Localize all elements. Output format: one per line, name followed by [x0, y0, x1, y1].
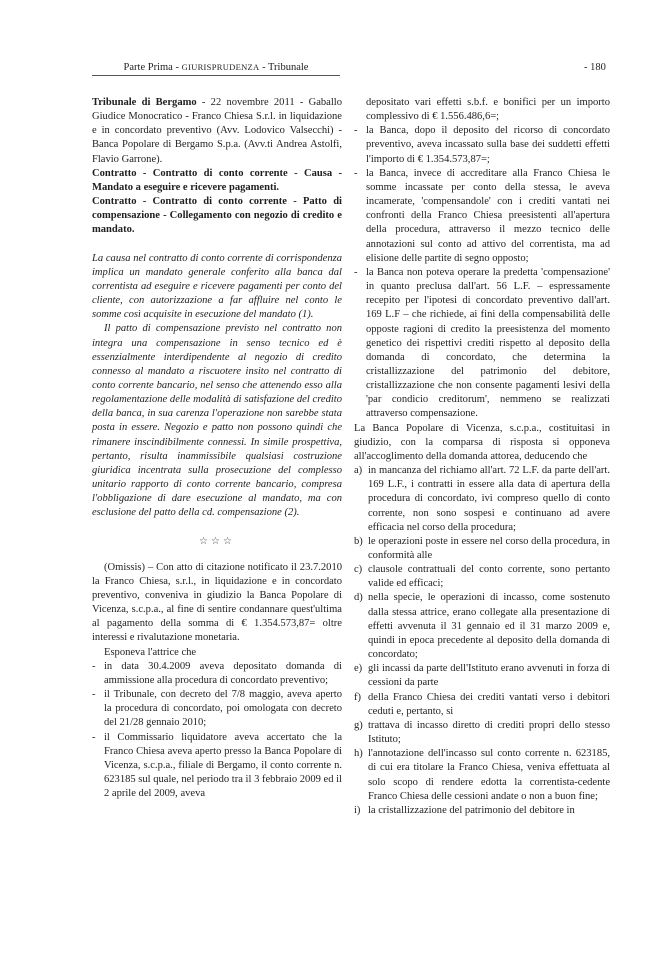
body-paragraph-1: (Omissis) – Con atto di citazione notificato il 23.7.2010 la Franco Chiesa, s.r.l., in liquidazione e in concordato preventivo, conveniva in giudizio la Banca Popolare di Vicenza, s.c.p.a., al fine di sentire condannare quest'ultima al pagamento della somma di € 1.354.573,87= oltre interessi e rivalutazione monetaria.: [92, 561, 342, 644]
list-item: - la Banca non poteva operare la predetta 'compensazione' in quanto preclusa dall'art. 56 L.F. – espressamente recepito per l'ipotesi di concordato preventivo dall'art. 169 L.F – che richiede, ai fini della compensabilità delle opposte ragioni di credito la preesistenza del momento genetico dei rispettivi crediti rispetto al deposito della domanda di concordato, che determina la cristallizzazione del patrimonio del debitore, cristallizzazione che non consente pagamenti lesivi della 'par condicio creditorum', nemmeno se realizzati attraverso compensazione.: [354, 266, 610, 422]
list-item: [354, 563, 610, 591]
defense-paragraph: La Banca Popolare di Vicenza, s.c.p.a., costituitasi in giudizio, con la comparsa di risposta si opponeva all'accoglimento della domanda attorea, deducendo che: [354, 422, 610, 462]
page-number: - 180: [584, 62, 606, 73]
claims-list-right: [354, 124, 610, 421]
item-label: h): [354, 748, 363, 760]
item-text: in mancanza del richiamo all'art. 72 L.F. da parte dell'art. 169 L.F., i contratti in essere alla data di apertura della procedura di concordato, ivi compreso quello di conto corrente, non sono sospesi e continuano ad avere efficacia nel corso della procedura;: [368, 465, 610, 533]
item-label: g): [354, 719, 363, 731]
list-item: - in data 30.4.2009 aveva depositato domanda di ammissione alla procedura di concordato preventivo;: [92, 660, 342, 688]
headnote-para-2: Il patto di compensazione previsto nel contratto non integra una compensazione in senso tecnico ed è essenzialmente interdipendente al negozio di credito connesso al mandato a riscuotere insito nel contratto di conto corrente bancario, nel senso che attenendo esso alla regolamentazione delle modalità di satisfazione del credito della banca, in sua carenza l'operazione non sarebbe stata posta in essere. Negozio e patto non possono quindi che rimanere inscindibilmente connessi. In simile prospettiva, pertanto, risulta inammissibile qualsiasi costruzione giuridica incentrata sulla prosecuzione del complesso unitario rapporto di conto corrente bancario, compresa l'obbligazione di dare esecuzione al mandato, ma con esclusione del patto della cd. compensazione (2).: [92, 323, 342, 519]
item-label: b): [354, 535, 363, 547]
list-item: - il Tribunale, con decreto del 7/8 maggio, aveva aperto la procedura di concordato, poi omologata con decreto del 21/28 gennaio 2010;: [92, 688, 342, 730]
item-text: gli incassi da parte dell'Istituto erano avvenuti in forza di cessioni da parte: [368, 663, 610, 689]
running-header: Parte Prima - GIURISPRUDENZA - Tribunale: [92, 62, 340, 76]
case-citation: [92, 96, 342, 167]
item-label: c): [354, 564, 363, 576]
claims-list-left: [92, 660, 342, 802]
defense-list: [354, 464, 610, 818]
list-item: [354, 804, 610, 818]
list-item: [354, 747, 610, 804]
item-label: a): [354, 465, 363, 477]
list-continuation: depositato vari effetti s.b.f. e bonifici per un importo complessivo di € 1.556.486,6=;: [366, 97, 610, 123]
item-label: d): [354, 592, 363, 604]
list-item: [354, 691, 610, 719]
list-item: [354, 719, 610, 747]
item-label: f): [354, 691, 362, 703]
item-text: trattava di incasso diretto di crediti propri dello stesso Istituto;: [368, 719, 610, 746]
list-item: [354, 591, 610, 662]
headnote: [92, 252, 342, 521]
left-column: [92, 96, 342, 801]
item-text: l'annotazione dell'incasso sul conto corrente n. 623185, di cui era titolare la Franco Chiesa, veniva effettuata al solo scopo di rendere edotta la correntista-cedente Franco Chiesa delle cessioni andate o non a buon fine;: [368, 748, 610, 802]
list-item: - la Banca, dopo il deposito del ricorso di concordato preventivo, aveva incassato sulla base dei suddetti effetti l'importo di € 1.354.573,87=;: [354, 124, 610, 166]
list-item: [354, 662, 610, 690]
item-label: e): [354, 663, 363, 675]
item-text: della Franco Chiesa dei crediti vantati verso i debitori ceduti e, pertanto, si: [368, 691, 610, 717]
right-column: [354, 96, 610, 818]
subject-heading-1: Contratto - Contratto di conto corrente - Causa - Mandato a eseguire e ricevere pagamenti.: [92, 167, 342, 193]
item-label: i): [354, 804, 361, 816]
item-text: clausole contrattuali del conto corrente, sono pertanto valide ed efficaci;: [368, 564, 610, 590]
subject-heading-2: Contratto - Contratto di conto corrente - Patto di compensazione - Collegamento con negozio di credito e mandato.: [92, 196, 342, 236]
list-item: - il Commissario liquidatore aveva accertato che la Franco Chiesa aveva aperto presso la Banca Popolare di Vicenza, s.c.p.a., filiale di Bergamo, il conto corrente n. 623185 sul quale, nel periodo tra il 3 febbraio 2009 ed il 2 aprile del 2009, aveva: [92, 731, 342, 802]
list-item: - la Banca, invece di accreditare alla Franco Chiesa le somme incassate per conto della stessa, le aveva incamerate, 'compensandole' con i crediti vantati nei confronti della Franco Chiesa preesistenti all'apertura della procedura, attraverso il mezzo tecnico delle annotazioni sul conto ad attivo del correntista, ma ad elisione delle partite di segno opposto;: [354, 167, 610, 266]
body-paragraph-2: Esponeva l'attrice che: [104, 646, 197, 658]
item-text: la cristallizzazione del patrimonio del debitore in: [368, 804, 575, 816]
headnote-para-1: La causa nel contratto di conto corrente di corrispondenza implica un mandato generale conferito alla banca dal correntista ad eseguire e ricevere pagamenti per conto del cliente, con autorizzazione a far affluire nel conto le somme così acquisite in esecuzione del mandato (1).: [92, 252, 342, 321]
header-part: Parte Prima: [123, 62, 173, 73]
citation-details: - 22 novembre 2011 - Gaballo Giudice Monocratico - Franco Chiesa S.r.l. in liquidazione e in concordato preventivo (Avv. Lodovico Valsecchi) - Banca Popolare di Bergamo S.p.a. (Avv.ti Andrea Astolfi, Flavio Garrone).: [92, 97, 342, 165]
list-item: [354, 464, 610, 535]
item-text: nella specie, le operazioni di incasso, come sostenuto dalla stessa attrice, erano collegate alla presentazione di effetti avvenuta il 31 gennaio ed il 31 marzo 2009 e, quindi in epoca precedente al deposito della domanda di concordato;: [368, 592, 610, 661]
section-separator: ☆☆☆: [199, 535, 235, 547]
header-court: Tribunale: [268, 62, 309, 73]
list-item: [354, 535, 610, 563]
header-section: GIURISPRUDENZA: [181, 62, 260, 72]
item-text: le operazioni poste in essere nel corso della procedura, in conformità alle: [368, 535, 610, 561]
citation-court: Tribunale di Bergamo: [92, 97, 197, 108]
